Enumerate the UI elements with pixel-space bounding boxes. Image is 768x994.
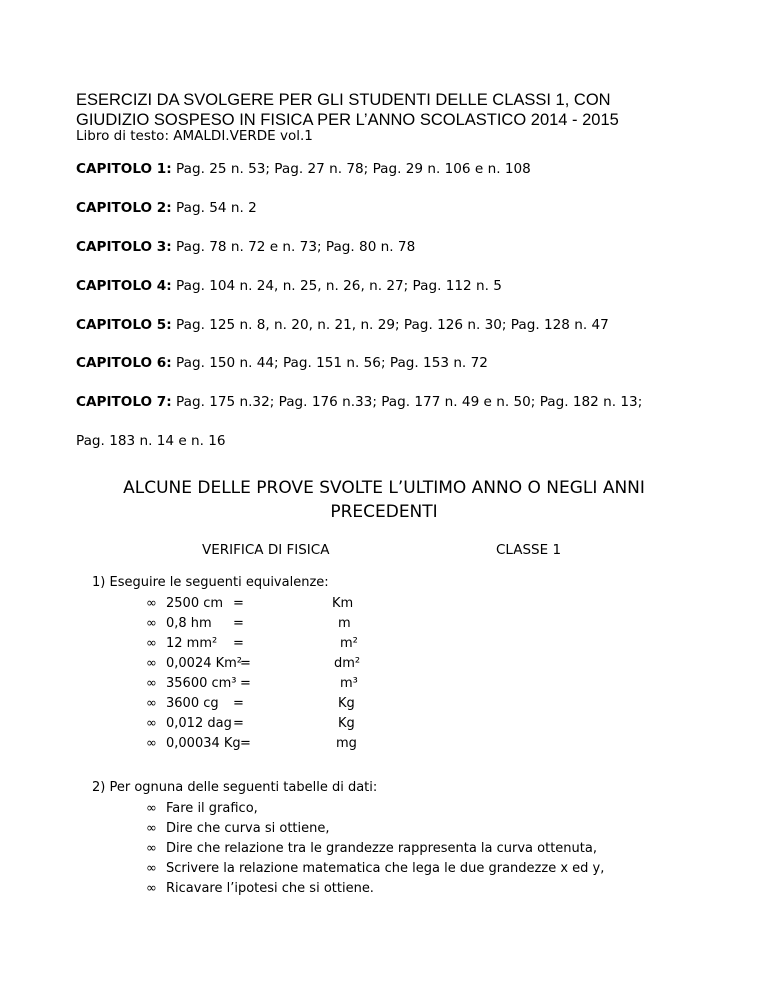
infinity-bullet-icon: ∞ xyxy=(146,596,157,611)
target-unit: m² xyxy=(340,636,358,651)
chapter-7-continuation: Pag. 183 n. 14 e n. 16 xyxy=(76,433,226,449)
list-item: ∞ Dire che relazione tra le grandezze rappresenta la curva ottenuta, xyxy=(146,841,597,856)
test-class: CLASSE 1 xyxy=(496,542,562,558)
exercise-2-intro: 2) Per ognuna delle seguenti tabelle di dati: xyxy=(92,780,378,795)
header-line-2: GIUDIZIO SOSPESO IN FISICA PER L’ANNO SCOLASTICO 2014 - 2015 xyxy=(76,111,619,129)
infinity-bullet-icon: ∞ xyxy=(146,861,157,876)
chapter-1 xyxy=(76,161,531,177)
list-item: ∞ Scrivere la relazione matematica che lega le due grandezze x ed y, xyxy=(146,861,605,876)
list-item: ∞ 35600 cm³ xyxy=(146,676,237,691)
infinity-bullet-icon: ∞ xyxy=(146,736,157,751)
equals-sign: = xyxy=(233,616,244,631)
test-title: VERIFICA DI FISICA xyxy=(202,542,330,558)
infinity-bullet-icon: ∞ xyxy=(146,696,157,711)
chapter-6 xyxy=(76,355,488,371)
exercise-1-intro: 1) Eseguire le seguenti equivalenze: xyxy=(92,575,329,590)
equals-sign: = xyxy=(233,596,244,611)
chapter-label: CAPITOLO 6: xyxy=(76,355,172,371)
chapter-7 xyxy=(76,394,642,410)
list-item: ∞ 3600 cg xyxy=(146,696,219,711)
chapter-label: CAPITOLO 1: xyxy=(76,161,172,177)
chapter-label: CAPITOLO 4: xyxy=(76,278,172,294)
list-item: ∞ Dire che curva si ottiene, xyxy=(146,821,330,836)
target-unit: Km xyxy=(332,596,354,611)
list-item: ∞ 0,0024 Km² xyxy=(146,656,243,671)
chapter-text: Pag. 25 n. 53; Pag. 27 n. 78; Pag. 29 n. 106 e n. 108 xyxy=(171,161,531,177)
chapter-text: Pag. 175 n.32; Pag. 176 n.33; Pag. 177 n. 49 e n. 50; Pag. 182 n. 13; xyxy=(171,394,643,410)
target-unit: mg xyxy=(336,736,357,751)
equals-sign: = xyxy=(233,696,244,711)
infinity-bullet-icon: ∞ xyxy=(146,636,157,651)
chapter-label: CAPITOLO 3: xyxy=(76,239,172,255)
infinity-bullet-icon: ∞ xyxy=(146,821,157,836)
equals-sign: = xyxy=(240,676,251,691)
list-item: ∞ 12 mm² xyxy=(146,636,218,651)
equals-sign: = xyxy=(233,716,244,731)
infinity-bullet-icon: ∞ xyxy=(146,676,157,691)
infinity-bullet-icon: ∞ xyxy=(146,841,157,856)
chapter-label: CAPITOLO 5: xyxy=(76,317,172,333)
chapter-5 xyxy=(76,317,609,333)
chapter-label: CAPITOLO 2: xyxy=(76,200,172,216)
chapter-text: Pag. 104 n. 24, n. 25, n. 26, n. 27; Pag. 112 n. 5 xyxy=(171,278,502,294)
section-title-line-1: ALCUNE DELLE PROVE SVOLTE L’ULTIMO ANNO O NEGLI ANNI xyxy=(123,478,645,498)
chapter-label: CAPITOLO 7: xyxy=(76,394,172,410)
list-item: ∞ 0,012 dag xyxy=(146,716,232,731)
target-unit: m xyxy=(338,616,351,631)
textbook-line: Libro di testo: AMALDI.VERDE vol.1 xyxy=(76,128,313,144)
list-item: ∞ 0,8 hm xyxy=(146,616,212,631)
target-unit: Kg xyxy=(338,696,355,711)
list-item: ∞ 0,00034 Kg xyxy=(146,736,241,751)
infinity-bullet-icon: ∞ xyxy=(146,616,157,631)
list-item: ∞ Fare il grafico, xyxy=(146,801,258,816)
target-unit: dm² xyxy=(334,656,361,671)
equals-sign: = xyxy=(240,656,251,671)
equals-sign: = xyxy=(233,636,244,651)
chapter-text: Pag. 78 n. 72 e n. 73; Pag. 80 n. 78 xyxy=(171,239,416,255)
infinity-bullet-icon: ∞ xyxy=(146,716,157,731)
chapter-text: Pag. 125 n. 8, n. 20, n. 21, n. 29; Pag. 126 n. 30; Pag. 128 n. 47 xyxy=(171,317,609,333)
infinity-bullet-icon: ∞ xyxy=(146,656,157,671)
section-title-line-2: PRECEDENTI xyxy=(330,502,438,522)
equals-sign: = xyxy=(240,736,251,751)
chapter-2 xyxy=(76,200,257,216)
header-line-1: ESERCIZI DA SVOLGERE PER GLI STUDENTI DELLE CLASSI 1, CON xyxy=(76,91,611,109)
chapter-text: Pag. 150 n. 44; Pag. 151 n. 56; Pag. 153 n. 72 xyxy=(171,355,488,371)
chapter-text: Pag. 54 n. 2 xyxy=(171,200,257,216)
target-unit: m³ xyxy=(340,676,358,691)
chapter-4 xyxy=(76,278,502,294)
target-unit: Kg xyxy=(338,716,355,731)
list-item: ∞ 2500 cm xyxy=(146,596,224,611)
infinity-bullet-icon: ∞ xyxy=(146,881,157,896)
chapter-3 xyxy=(76,239,415,255)
infinity-bullet-icon: ∞ xyxy=(146,801,157,816)
list-item: ∞ Ricavare l’ipotesi che si ottiene. xyxy=(146,881,374,896)
